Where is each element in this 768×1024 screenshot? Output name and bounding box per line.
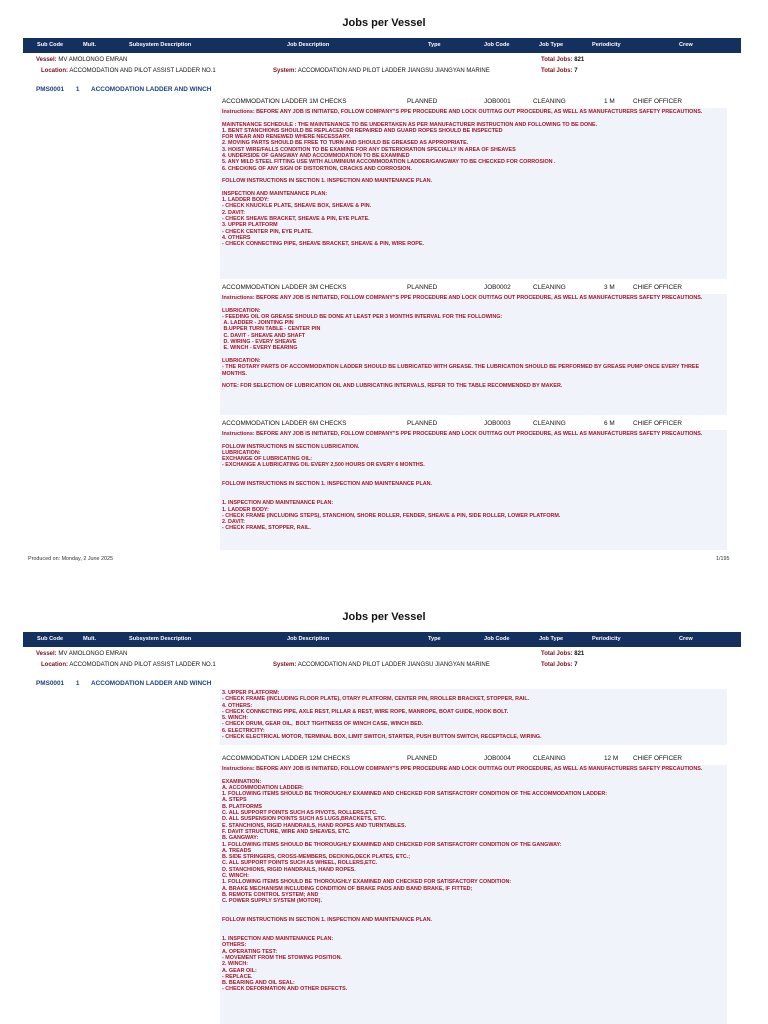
instruction-line: LUBRICATION: xyxy=(222,307,261,314)
instruction-line: 6. ELECTRICITY: xyxy=(222,727,265,734)
job-type: PLANNED xyxy=(407,284,438,291)
instruction-line: 2. DAVIT: xyxy=(222,519,245,526)
total-jobs-all-value: 821 xyxy=(574,57,585,63)
system-label: System: xyxy=(273,68,297,74)
instruction-line: A. ACCOMMODATION LADDER: xyxy=(222,784,304,791)
job-periodicity: 3 M xyxy=(604,284,615,291)
instruction-line: FOLLOW INSTRUCTIONS IN SECTION 1. INSPECTION AND MAINTENANCE PLAN. xyxy=(222,481,433,488)
instruction-line: OTHERS: xyxy=(222,942,247,949)
job-periodicity: 1 M xyxy=(604,98,615,105)
instruction-line: - CHECK CONNECTING PIPE, AXLE REST, PILLAR & REST, WIRE ROPE, MANROPE, BOAT GUIDE, HOOK BOLT. xyxy=(222,708,509,715)
col-job-desc: Job Description xyxy=(287,42,330,48)
instruction-line: B. REMOTE CONTROL SYSTEM; AND xyxy=(222,891,319,898)
job-periodicity: 12 M xyxy=(604,755,619,762)
instruction-line: - EXCHANGE A LUBRICATING OIL EVERY 2,500 HOURS OR EVERY 6 MONTHS. xyxy=(222,462,425,469)
instruction-line: Instructions: BEFORE ANY JOB IS INITIATED, FOLLOW COMPANY"S PPE PROCEDURE AND LOCK OUT/TAG OUT PROCEDURE, AS WELL AS MANUFACTURERS SAFETY PRECAUTIONS. xyxy=(222,295,703,301)
instruction-line: 3. HOIST WIRE/FALLS CONDITION TO BE EXAMINE FOR ANY DETERIORATION SPECIALLY IN AREA OF SHEAVES xyxy=(222,146,516,153)
subsystem-desc: ACCOMODATION LADDER AND WINCH xyxy=(90,680,212,687)
col-periodicity: Periodicity xyxy=(592,636,621,642)
instruction-line: FOLLOW INSTRUCTIONS IN SECTION LUBRICATION. xyxy=(222,443,360,450)
instruction-line: A. GEAR OIL: xyxy=(222,967,257,974)
job-type: PLANNED xyxy=(407,98,438,105)
subsystem-group xyxy=(36,680,221,687)
report-page-2 xyxy=(0,594,768,1024)
col-mult: Mult. xyxy=(83,42,97,48)
subsystem-group xyxy=(36,86,221,93)
job-instructions xyxy=(220,108,727,279)
instruction-line: A. BRAKE MECHANISM INCLUDING CONDITION OF BRAKE PADS AND BAND BRAKE, IF FITTED; xyxy=(222,885,473,892)
instruction-line: A. LADDER - JOINTING PIN xyxy=(222,320,294,327)
instruction-line: 1. LADDER BODY: xyxy=(222,506,269,513)
instruction-line: 6. CHECKING OF ANY SIGN OF DISTORTION, CRACKS AND CORROSION. xyxy=(222,165,412,172)
col-job-code: Job Code xyxy=(484,42,510,48)
table-header xyxy=(23,632,741,647)
col-type: Type xyxy=(428,636,441,642)
job-category: CLEANING xyxy=(533,755,566,762)
instruction-line: 2. MOVING PARTS SHOULD BE FREE TO TURN AND SHOULD BE GREASED AS APPROPRIATE. xyxy=(222,140,469,147)
instruction-line: 1. FOLLOWING ITEMS SHOULD BE THOROUGHLY EXAMINED AND CHECKED FOR SATISFACTORY CONDITION OF THE GANGWAY: xyxy=(222,841,562,848)
mult: 1 xyxy=(75,680,80,687)
instruction-line: C. ALL SUPPORT POINTS SUCH AS WHEEL, ROLLERS,ETC. xyxy=(222,860,378,867)
instruction-line: - MOVEMENT FROM THE STOWING POSITION. xyxy=(222,954,342,961)
col-subsystem: Subsystem Description xyxy=(129,636,192,642)
total-jobs-label: Total Jobs: xyxy=(541,68,573,74)
instruction-line: D. ALL SUSPENSION POINTS SUCH AS LUGS,BRACKETS, ETC. xyxy=(222,816,387,823)
job-code: JOB0003 xyxy=(484,420,511,427)
job-instructions xyxy=(220,430,727,550)
instruction-line: - CHECK DEFORMATION AND OTHER DEFECTS. xyxy=(222,986,348,993)
location-name: ACCOMODATION AND PILOT ASSIST LADDER NO.1 xyxy=(69,68,216,74)
instruction-line: MAINTENANCE SCHEDULE : THE MAINTENANCE TO BE UNDERTAKEN AS PER MANUFACTURER INSTRUCTION AND FOLLOWING TO BE DONE. xyxy=(222,121,598,128)
instruction-line: - CHECK FRAME, STOPPER, RAIL. xyxy=(222,525,311,532)
instruction-line: - CHECK FRAME (INCLUDING STEPS), STANCHION, SHORE ROLLER, FENDER, SHEAVE & PIN, SIDE ROLLER, LOWER PLATFORM. xyxy=(222,512,561,519)
report-title: Jobs per Vessel xyxy=(342,17,426,29)
instruction-line: C. POWER SUPPLY SYSTEM (MOTOR). xyxy=(222,898,322,905)
job-desc: ACCOMMODATION LADDER 12M CHECKS xyxy=(222,755,351,762)
instruction-line: - REPLACE. xyxy=(222,973,253,980)
col-job-type: Job Type xyxy=(539,42,564,48)
system-info xyxy=(273,662,493,669)
instruction-line: 2. DAVIT: xyxy=(222,209,245,216)
total-jobs-label: Total Jobs: xyxy=(541,662,573,668)
instruction-line: NOTE: FOR SELECTION OF LUBRICATION OIL AND LUBRICATING INTERVALS, REFER TO THE TABLE RECOMMENDED BY MAKER. xyxy=(222,383,563,390)
vessel-info xyxy=(36,57,127,63)
location-info xyxy=(41,68,216,74)
instruction-line: 3. UPPER PLATFORM: xyxy=(222,690,280,696)
total-jobs-group xyxy=(541,68,578,74)
instruction-line: - CHECK ELECTRICAL MOTOR, TERMINAL BOX, LIMIT SWITCH, STARTER, PUSH BUTTON SWITCH, RECEPTACLE, WIRING. xyxy=(222,734,542,741)
instruction-line: 2. WINCH: xyxy=(222,961,249,968)
vessel-name: MV AMOLONGO EMRAN xyxy=(58,651,128,657)
job-category: CLEANING xyxy=(533,284,566,291)
col-job-desc: Job Description xyxy=(287,636,330,642)
job-crew: CHIEF OFFICER xyxy=(633,284,682,291)
job-code: JOB0004 xyxy=(484,755,511,762)
instruction-line: 3. UPPER PLATFORM xyxy=(222,222,278,229)
instruction-line: 4. UNDERSIDE OF GANGWAY AND ACCOMMODATION TO BE EXAMINED xyxy=(222,153,410,160)
job-instructions-continued xyxy=(220,689,727,745)
location-name: ACCOMODATION AND PILOT ASSIST LADDER NO.1 xyxy=(69,662,216,668)
job-category: CLEANING xyxy=(533,420,566,427)
job-periodicity: 6 M xyxy=(604,420,615,427)
instruction-line: LUBRICATION: xyxy=(222,449,261,456)
col-subsystem: Subsystem Description xyxy=(129,42,192,48)
job-desc: ACCOMMODATION LADDER 1M CHECKS xyxy=(222,98,347,105)
col-periodicity: Periodicity xyxy=(592,42,621,48)
col-crew: Crew xyxy=(679,42,693,48)
instruction-line: E. WINCH - EVERY BEARING xyxy=(222,345,298,352)
job-row xyxy=(222,755,728,764)
instruction-line: 1. BENT STANCHIONS SHOULD BE REPLACED OR REPAIRED AND GUARD ROPES SHOULD BE INSPECTED xyxy=(222,127,503,134)
sub-code: PMS0001 xyxy=(36,86,65,93)
instruction-line: FOLLOW INSTRUCTIONS IN SECTION 1. INSPECTION AND MAINTENANCE PLAN. xyxy=(222,917,433,924)
vessel-label: Vessel: xyxy=(36,57,57,63)
job-category: CLEANING xyxy=(533,98,566,105)
job-code: JOB0002 xyxy=(484,284,511,291)
vessel-name: MV AMOLONGO EMRAN xyxy=(58,57,128,63)
job-type: PLANNED xyxy=(407,755,438,762)
job-crew: CHIEF OFFICER xyxy=(633,755,682,762)
instruction-line: - FEEDING OIL OR GREASE SHOULD BE DONE AT LEAST PER 3 MONTHS INTERVAL FOR THE FOLLOWING: xyxy=(222,313,503,320)
instruction-line: D. WIRING - EVERY SHEAVE xyxy=(222,339,297,346)
job-instructions xyxy=(220,294,727,415)
instruction-line: - CHECK CENTER PIN, EYE PLATE. xyxy=(222,228,313,235)
vessel-info xyxy=(36,651,127,657)
system-name: ACCOMODATION AND PILOT LADDER JIANGSU JIANGYAN MARINE xyxy=(297,68,490,74)
col-sub-code: Sub Code xyxy=(37,636,64,642)
mult: 1 xyxy=(75,86,80,93)
total-jobs-label: Total Jobs: xyxy=(541,651,573,657)
instruction-line: C. DAVIT - SHEAVE AND SHAFT xyxy=(222,332,306,339)
instruction-line: - CHECK FRAME (INCLUDING FLOOR PLATE), OTARY PLATFORM, CENTER PIN, RROLLER BRACKET, STOPPER, RAIL. xyxy=(222,696,530,703)
job-row xyxy=(222,98,728,107)
total-jobs-group xyxy=(541,662,578,668)
instruction-line: B.UPPER TURN TABLE - CENTER PIN xyxy=(222,326,321,333)
instruction-line: EXCHANGE OF LUBRICATING OIL: xyxy=(222,456,313,463)
table-header xyxy=(23,38,741,53)
instruction-line: 5. WINCH: xyxy=(222,715,249,722)
instruction-line: - CHECK CONNECTING PIPE, SHEAVE BRACKET, SHEAVE & PIN, WIRE ROPE. xyxy=(222,241,424,248)
subsystem-desc: ACCOMODATION LADDER AND WINCH xyxy=(90,86,212,93)
job-code: JOB0001 xyxy=(484,98,511,105)
page-number: 1/195 xyxy=(716,556,730,562)
total-jobs-all-value: 821 xyxy=(574,651,585,657)
col-mult: Mult. xyxy=(83,636,97,642)
system-info xyxy=(273,68,493,75)
instruction-line: FOLLOW INSTRUCTIONS IN SECTION 1. INSPECTION AND MAINTENANCE PLAN. xyxy=(222,178,433,185)
instruction-line: B. SIDE STRINGERS, CROSS-MEMBERS, DECKING,DECK PLATES, ETC.; xyxy=(222,854,410,861)
vessel-label: Vessel: xyxy=(36,651,57,657)
instruction-line: EXAMINATION: xyxy=(222,778,262,785)
instruction-line: 1. FOLLOWING ITEMS SHOULD BE THOROUGHLY EXAMINED AND CHECKED FOR SATISFACTORY CONDITION: xyxy=(222,879,512,886)
instruction-line: 4. OTHERS xyxy=(222,234,251,241)
instruction-line: 1. INSPECTION AND MAINTENANCE PLAN: xyxy=(222,500,334,507)
system-name: ACCOMODATION AND PILOT LADDER JIANGSU JIANGYAN MARINE xyxy=(297,662,490,668)
instruction-line: - CHECK DRUM, GEAR OIL, BOLT TIGHTNESS OF WINCH CASE, WINCH BED. xyxy=(222,721,424,728)
instruction-line: INSPECTION AND MAINTENANCE PLAN: xyxy=(222,190,328,197)
col-sub-code: Sub Code xyxy=(37,42,64,48)
instruction-line: C. ALL SUPPORT POINTS SUCH AS PIVOTS, ROLLERS,ETC. xyxy=(222,810,378,817)
total-jobs-label: Total Jobs: xyxy=(541,57,573,63)
col-job-type: Job Type xyxy=(539,636,564,642)
job-desc: ACCOMMODATION LADDER 6M CHECKS xyxy=(222,420,347,427)
instruction-line: E. STANCHIONS, RIGID HANDRAILS, HAND ROPES AND TURNTABLES. xyxy=(222,822,407,829)
page-gap xyxy=(0,568,768,594)
instruction-line: A. OPERATING TEST: xyxy=(222,948,278,955)
instruction-line: 1. LADDER BODY: xyxy=(222,197,269,204)
instruction-line: 4. OTHERS: xyxy=(222,702,253,709)
job-type: PLANNED xyxy=(407,420,438,427)
instruction-line: B. BEARING AND OIL SEAL: xyxy=(222,980,295,987)
instruction-line: A. STEPS xyxy=(222,797,247,804)
instruction-line: Instructions: BEFORE ANY JOB IS INITIATED, FOLLOW COMPANY"S PPE PROCEDURE AND LOCK OUT/TAG OUT PROCEDURE, AS WELL AS MANUFACTURERS SAFETY PRECAUTIONS. xyxy=(222,431,703,437)
instruction-line: Instructions: BEFORE ANY JOB IS INITIATED, FOLLOW COMPANY"S PPE PROCEDURE AND LOCK OUT/TAG OUT PROCEDURE, AS WELL AS MANUFACTURERS SAFETY PRECAUTIONS. xyxy=(222,766,703,772)
job-crew: CHIEF OFFICER xyxy=(633,420,682,427)
job-row xyxy=(222,284,728,293)
system-label: System: xyxy=(273,662,297,668)
location-info xyxy=(41,662,216,668)
instruction-line: LUBRICATION: xyxy=(222,357,261,364)
instruction-line: - CHECK SHEAVE BRACKET, SHEAVE & PIN, EYE PLATE. xyxy=(222,216,370,223)
instruction-line: B. PLATFORMS xyxy=(222,803,263,810)
job-desc: ACCOMMODATION LADDER 3M CHECKS xyxy=(222,284,347,291)
produced-on: Produced on: Monday, 2 June 2025 xyxy=(28,556,114,562)
location-label: Location: xyxy=(41,68,68,74)
job-row xyxy=(222,420,728,429)
instruction-line: B. GANGWAY: xyxy=(222,835,259,842)
instruction-line: D. STANCHIONS, RIGID HANDRAILS, HAND ROPES. xyxy=(222,866,356,873)
instruction-line: - CHECK KNUCKLE PLATE, SHEAVE BOX, SHEAVE & PIN. xyxy=(222,203,372,210)
instruction-line: 5. ANY MILD STEEL FITTING USE WITH ALUMINIUM ACCOMMODATION LADDER/GANGWAY TO BE CHECKED FOR CORROSION . xyxy=(222,159,556,166)
total-jobs-all xyxy=(541,57,584,63)
instruction-line: F. DAVIT STRUCTURE, WIRE AND SHEAVES, ETC. xyxy=(222,828,351,835)
job-crew: CHIEF OFFICER xyxy=(633,98,682,105)
job-instructions xyxy=(220,765,727,1024)
col-job-code: Job Code xyxy=(484,636,510,642)
total-jobs-group-value: 7 xyxy=(574,68,578,74)
sub-code: PMS0001 xyxy=(36,680,65,687)
instruction-line: FOR WEAR AND RENEWED WHERE NECESSARY. xyxy=(222,134,351,141)
instruction-line: Instructions: BEFORE ANY JOB IS INITIATED, FOLLOW COMPANY"S PPE PROCEDURE AND LOCK OUT/TAG OUT PROCEDURE, AS WELL AS MANUFACTURERS SAFETY PRECAUTIONS. xyxy=(222,109,703,115)
instruction-line: C. WINCH: xyxy=(222,873,249,880)
location-label: Location: xyxy=(41,662,68,668)
col-type: Type xyxy=(428,42,441,48)
instruction-line: 1. FOLLOWING ITEMS SHOULD BE THOROUGHLY EXAMINED AND CHECKED FOR SATISFACTORY CONDITION OF THE ACCOMMODATION LADDER: xyxy=(222,791,608,798)
total-jobs-group-value: 7 xyxy=(574,662,578,668)
report-title: Jobs per Vessel xyxy=(342,611,426,623)
total-jobs-all xyxy=(541,651,584,657)
instruction-line: - THE ROTARY PARTS OF ACCOMMODATION LADDER SHOULD BE LUBRICATED WITH GREASE. THE LUBRICATION SHOULD BE PERFORMED BY GREASE PUMP ONCE EVERY THREE MONTHS. xyxy=(222,364,701,377)
col-crew: Crew xyxy=(679,636,693,642)
instruction-line: A. TREADS xyxy=(222,847,252,854)
instruction-line: 1. INSPECTION AND MAINTENANCE PLAN: xyxy=(222,936,334,943)
